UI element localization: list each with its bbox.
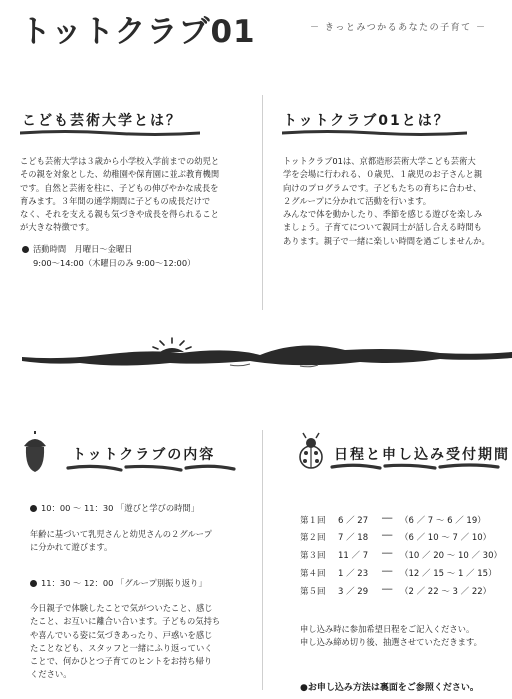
activity-time: 活動時間 月曜日～金曜日 xyxy=(22,243,133,256)
title-underline xyxy=(330,461,500,473)
ladybug-icon xyxy=(296,432,326,472)
bullet-icon xyxy=(22,246,29,253)
session1-description: 年齢に基づいて乳児さんと幼児さんの２グループ に分かれて遊びます。 xyxy=(30,529,212,553)
section-title-content: トットクラブの内容 xyxy=(72,447,216,463)
application-note: 申し込み時に参加希望日程をご記入ください。 申し込み締め切り後、抽選させていただきます。 xyxy=(300,624,482,648)
section-title-club: トットクラブ01とは？ xyxy=(283,113,450,129)
section-title-schedule: 日程と申し込み受付期間 xyxy=(334,447,510,463)
session1-time: 10：00 ～ 11：30 「遊びと学びの時間」 xyxy=(30,502,199,515)
title-underline xyxy=(282,130,467,136)
club-description: トットクラブ01は、京都造形芸術大学こども芸術大 学を会場に行われる、０歳児、１歳児のお子さんと親 向けのプログラムです。子どもたちの育ちに合わせ、 ２グループに分かれて活動を行います。 みんなで体を動かしたり、季節を感じる遊びを楽しみ ましょう。子育てについて親同士が話し合える時間も あります。親子で一緒に楽しい時間を過ごしませんか。 xyxy=(283,156,490,246)
university-description: こども芸術大学は３歳から小学校入学前までの幼児と その親を対象とした、幼稚園や保育園に並ぶ教育機関 です。自然と芸術を柱に、子どもの伸びやかな成長を 育みます。３年間の通学期間に子どもの成長だけで なく、それを支える親も気づきや成長を得られること が大きな特徴です。 xyxy=(20,156,220,233)
column-divider-bottom xyxy=(262,430,263,690)
title-underline xyxy=(66,462,236,476)
activity-hours: 9:00～14:00（木曜日のみ 9:00～12:00） xyxy=(33,258,196,268)
section-title-university: こども芸術大学とは？ xyxy=(22,113,182,129)
session2-description: 今日親子で体験したことで気がついたこと、感じ たこと、お互いに離合い合います。子どもの気持ち や喜んでいる姿に気づきあったり、戸惑いを感じ たことなども、スタッフと一緒にふり返っていく ことで、何かひとつ子育てのヒントをお持ち帰り ください。 xyxy=(30,603,221,680)
logo: トットクラブ01 xyxy=(20,14,256,50)
column-divider-top xyxy=(262,95,263,310)
session2-time: 11：30 ～ 12：00 「グループ別振り返り」 xyxy=(30,577,207,590)
tagline: － きっとみつかるあなたの子育て － xyxy=(310,23,487,33)
title-underline xyxy=(20,130,200,136)
landscape-illustration xyxy=(0,335,512,385)
bullet-icon xyxy=(30,505,37,512)
application-footer: ●お申し込み方法は裏面をご参照ください。 xyxy=(300,683,479,693)
acorn-icon xyxy=(20,430,50,474)
sun-icon xyxy=(160,348,184,352)
bullet-icon xyxy=(30,580,37,587)
